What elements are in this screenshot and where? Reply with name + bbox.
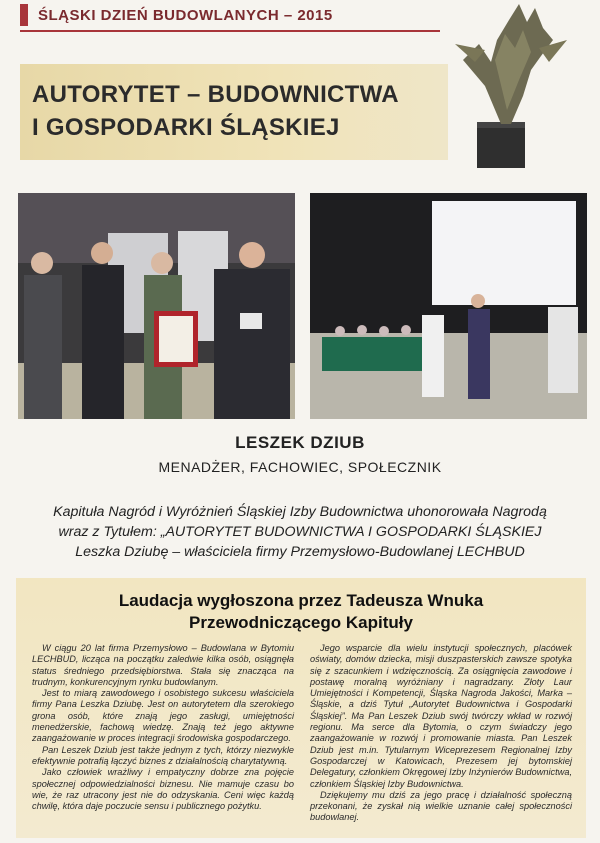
- title-band: [20, 64, 448, 160]
- trophy-image: [445, 0, 585, 172]
- person-roles: MENADŻER, FACHOWIEC, SPOŁECZNIK: [158, 459, 442, 475]
- award-citation: [24, 502, 576, 562]
- article-title-line1: AUTORYTET – BUDOWNICTWA: [32, 81, 399, 108]
- laudation-paragraph: Jego wsparcie dla wielu instytucji społecznych, placówek oświaty, domów dziecka, misji duszpasterskich zawsze spotyka się z szacunkiem i wdzięcznością. Za osiągnięcia zawodowe i postawę moralną wyróżniany i nagradzany. Złoty Laur Umiejętności i Kompetencji, Śląska Nagroda Jakości, Marka – Śląskie, a dziś Tytuł „Autorytet Budownictwa i Gospodarki Śląskiej”. Ma Pan Leszek Dziub swój twórczy wkład w rozwój regionu. Ma serce dla Bytomia, o czym świadczy jego zaangażowanie w rozwój i promowanie miasta. Pan Leszek Dziub jest m.in. Tytularnym Wiceprezesem Regionalnej Izby Gospodarczej w Katowicach, Prezesem jej bytomskiej Delegatury, członkiem Okręgowej Izby Inżynierów Budownictwa, członkiem Śląskiej Izby Budownictwa.: [310, 643, 572, 789]
- laudation-paragraph: Jako człowiek wrażliwy i empatyczny dobrze zna pojęcie społecznej odpowiedzialności biznesu. Nie mamuje czasu bo wie, że raz utracony jest nie do odzyskania. Ceni więc każdą chwilę, która daje poczucie sensu i publicznego pożytku.: [32, 767, 294, 812]
- laudation-box: [16, 578, 586, 838]
- photo-gala-stage: [310, 193, 587, 419]
- section-header: [20, 0, 440, 32]
- citation-line2: wraz z Tytułem: „AUTORYTET BUDOWNICTWA I GOSPODARKI ŚLĄSKIEJ: [58, 524, 542, 540]
- section-marker: [20, 4, 28, 26]
- laudation-paragraph: Jest to miarą zawodowego i osobistego sukcesu właściciela firmy Pana Leszka Dziubę. Jest on autorytetem dla szerokiego grona osób, które znają jego zasługi, umiejętności menedżerskie, fachową wiedzę. Znają też jego aktywne zaangażowanie w proces integracji środowiska gospodarczego.: [32, 688, 294, 744]
- citation-line1: Kapituła Nagród i Wyróżnień Śląskiej Izby Budownictwa uhonorowała Nagrodą: [53, 504, 547, 520]
- article-title-line2: I GOSPODARKI ŚLĄSKIEJ: [32, 114, 340, 141]
- article-title: [32, 78, 442, 144]
- laudation-paragraph: Dziękujemy mu dziś za jego pracę i działalność społeczną przekonani, że zyskał nią wielkie uznanie całej społeczności budowlanej.: [310, 789, 572, 823]
- citation-line3: Leszka Dziubę – właściciela firmy Przemysłowo-Budowlanej LECHBUD: [75, 544, 525, 560]
- laudation-title: [16, 590, 586, 634]
- photo-award-ceremony: [18, 193, 295, 419]
- laudation-column-left: [32, 643, 294, 812]
- laudation-paragraph: W ciągu 20 lat firma Przemysłowo – Budowlana w Bytomiu LECHBUD, licząca na początku zaledwie kilka osób, osiągnęła status średniego przedsiębiorstwa. Stała się znacząca na trudnym, konkurencyjnym rynku budowlanym.: [32, 643, 294, 687]
- laudation-title-line2: Przewodniczącego Kapituły: [189, 613, 413, 632]
- laudation-paragraph: Pan Leszek Dziub jest także jednym z tych, którzy niezwykle efektywnie potrafią łączyć biznes z działalnością charytatywną.: [32, 744, 294, 766]
- person-name: LESZEK DZIUB: [235, 433, 365, 452]
- section-title: ŚLĄSKI DZIEŃ BUDOWLANYCH – 2015: [38, 6, 333, 24]
- laudation-title-line1: Laudacja wygłoszona przez Tadeusza Wnuka: [118, 591, 484, 610]
- laudation-column-right: [310, 643, 572, 824]
